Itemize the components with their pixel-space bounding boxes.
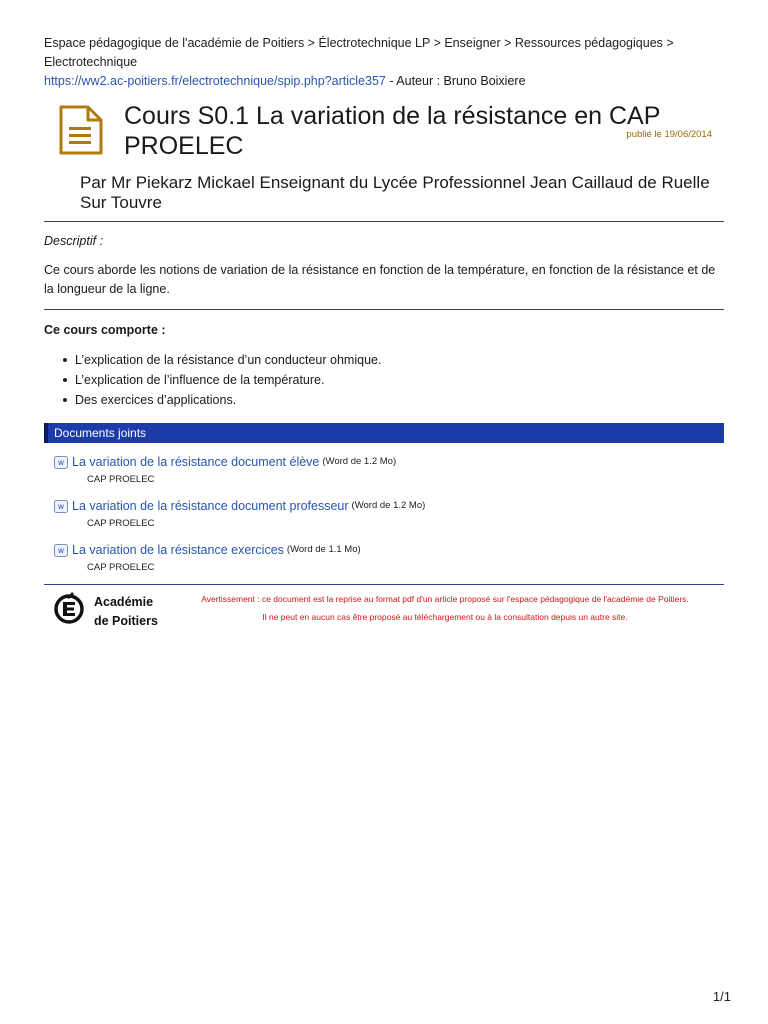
meta-separator: - xyxy=(385,74,397,88)
descriptif-text: Ce cours aborde les notions de variation de la résistance en fonction de la température, en fonction de la résistance et de la longueur de la ligne. xyxy=(44,263,716,296)
attachment-link[interactable]: La variation de la résistance document professeur xyxy=(72,499,349,513)
section-heading: Ce cours comporte : xyxy=(44,323,166,337)
svg-text:W: W xyxy=(58,547,64,555)
document-page xyxy=(44,34,724,635)
warning-line: Avertissement : ce document est la reprise au format pdf d'un article proposé sur l'espace pédagogique de l'académie de Poitiers. xyxy=(201,594,689,604)
attachment-size: (Word de 1.1 Mo) xyxy=(286,544,361,555)
attachments-header: Documents joints xyxy=(44,423,724,443)
attachment-size: (Word de 1.2 Mo) xyxy=(322,456,397,467)
list-item: L’explication de la résistance d’un conducteur ohmique. xyxy=(75,350,724,370)
author-label: Auteur : Bruno Boixiere xyxy=(396,74,526,88)
svg-text:W: W xyxy=(58,503,64,511)
academie-line: Académie xyxy=(94,595,154,609)
academie-logo-icon xyxy=(54,590,84,624)
published-date: publié le 19/06/2014 xyxy=(626,129,712,140)
article-url-link[interactable]: https://ww2.ac-poitiers.fr/electrotechnique/spip.php?article357 xyxy=(44,74,386,88)
page-number: 1/1 xyxy=(712,989,731,1004)
attachment-item xyxy=(54,498,724,529)
article-author: Par Mr Piekarz Mickael Enseignant du Lycée Professionnel Jean Caillaud de Ruelle Sur Touvre xyxy=(80,173,710,212)
attachment-subtitle: CAP PROELEC xyxy=(87,474,155,485)
attachment-size: (Word de 1.2 Mo) xyxy=(351,500,426,511)
attachment-subtitle: CAP PROELEC xyxy=(87,562,155,573)
academie-line: de Poitiers xyxy=(94,614,158,628)
page-title: Cours S0.1 La variation de la résistance en CAP PROELEC xyxy=(124,102,660,160)
attachment-item xyxy=(54,454,724,485)
word-document-icon xyxy=(54,456,68,469)
divider xyxy=(44,221,724,222)
word-document-icon xyxy=(54,544,68,557)
warning-notice xyxy=(162,590,728,626)
descriptif-label: Descriptif : xyxy=(44,234,104,248)
breadcrumb: Espace pédagogique de l'académie de Poitiers > Électrotechnique LP > Enseigner > Ressources pédagogiques > Electrotechnique xyxy=(44,36,674,69)
attachment-link[interactable]: La variation de la résistance exercices xyxy=(72,543,284,557)
content-list xyxy=(44,350,724,410)
attachment-subtitle: CAP PROELEC xyxy=(87,518,155,529)
title-row xyxy=(44,101,724,165)
academie-label xyxy=(94,593,158,631)
attachment-link[interactable]: La variation de la résistance document élève xyxy=(72,455,320,469)
article-meta xyxy=(44,72,724,91)
footer xyxy=(44,585,724,635)
list-item: Des exercices d’applications. xyxy=(75,390,724,410)
word-document-icon xyxy=(54,500,68,513)
list-item: L’explication de l’influence de la température. xyxy=(75,370,724,390)
document-icon xyxy=(58,105,104,155)
attachment-item xyxy=(54,542,724,573)
divider xyxy=(44,309,724,310)
warning-line: Il ne peut en aucun cas être proposé au téléchargement ou à la consultation depuis un autre site. xyxy=(262,612,628,622)
svg-text:W: W xyxy=(58,459,64,467)
